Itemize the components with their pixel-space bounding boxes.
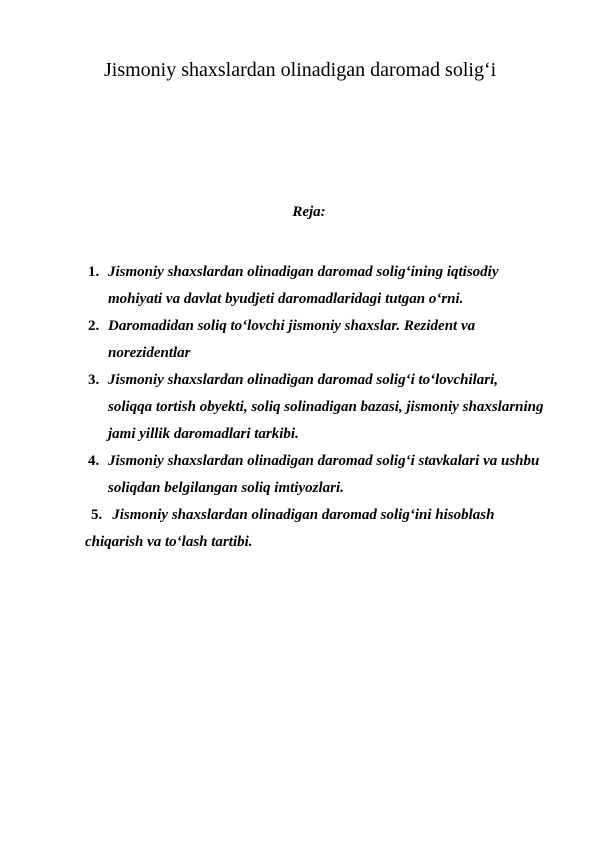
plan-item-number: 5. — [91, 507, 103, 523]
plan-item — [85, 259, 545, 313]
plan-item-text: Daromadidan soliq to‘lovchi jismoniy shaxslar. Rezident va norezidentlar — [108, 318, 476, 361]
plan-item-text: Jismoniy shaxslardan olinadigan daromad solig‘ining iqtisodiy mohiyati va davlat byudjeti daromadlaridagi tutgan o‘rni. — [108, 264, 499, 307]
plan-item — [85, 313, 545, 367]
plan-item-number: 2. — [88, 318, 100, 334]
document-title: Jismoniy shaxslardan olinadigan daromad solig‘i — [104, 59, 497, 81]
plan-item-number: 1. — [88, 264, 100, 280]
plan-item — [85, 502, 545, 556]
plan-list — [85, 259, 545, 556]
plan-item-text: Jismoniy shaxslardan olinadigan daromad solig‘i stavkalari va ushbu soliqdan belgilangan soliq imtiyozlari. — [108, 453, 540, 496]
plan-item-number: 4. — [88, 453, 100, 469]
plan-item-number: 3. — [88, 372, 100, 388]
plan-item — [85, 448, 545, 502]
plan-item — [85, 367, 545, 448]
plan-item-text: Jismoniy shaxslardan olinadigan daromad solig‘ini hisoblash chiqarish va to‘lash tartibi. — [85, 507, 495, 550]
plan-item-text: Jismoniy shaxslardan olinadigan daromad solig‘i to‘lovchilari, soliqqa tortish obyekti, soliq solinadigan bazasi, jismoniy shaxslarning jami yillik daromadlari tarkibi. — [108, 372, 544, 442]
plan-heading: Reja: — [292, 204, 326, 220]
